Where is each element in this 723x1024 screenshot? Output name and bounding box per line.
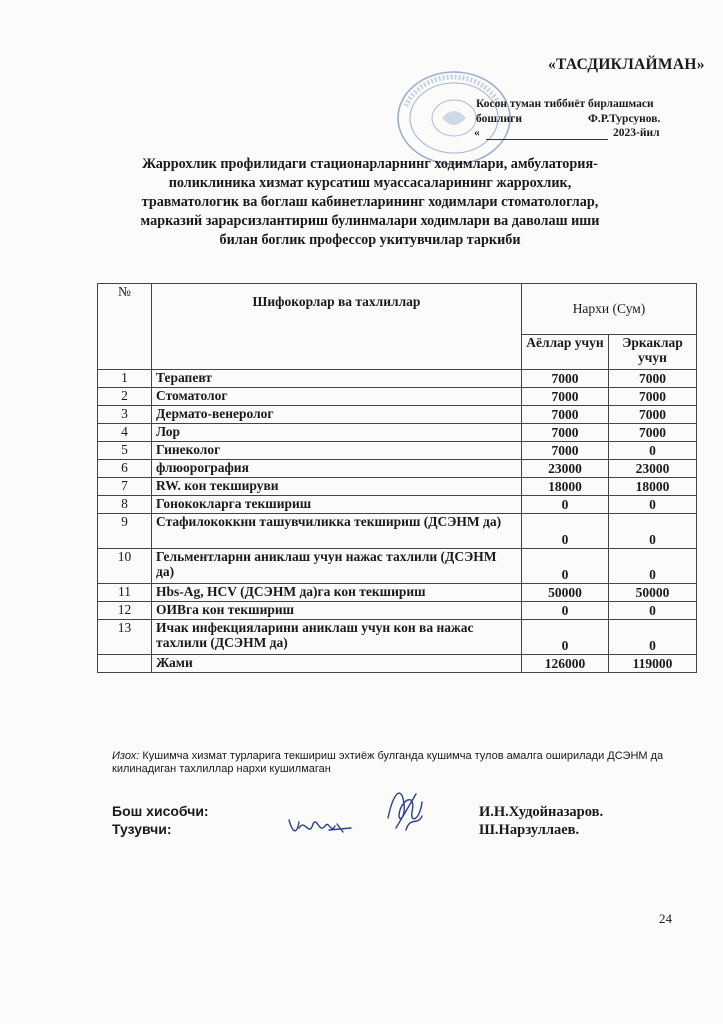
row-name: RW. кон текшируви <box>152 478 522 496</box>
header-num: № <box>98 284 152 370</box>
page-number: 24 <box>659 911 672 926</box>
row-women-price: 7000 <box>522 442 609 460</box>
row-name: Гельментларни аниклаш учун нажас тахлили (ДСЭНМ да) <box>152 549 522 584</box>
chief-accountant-label: Бош хисобчи: <box>112 803 209 819</box>
total-label: Жами <box>152 655 522 673</box>
row-women-price: 7000 <box>522 370 609 388</box>
row-women-price: 50000 <box>522 584 609 602</box>
row-name: Ичак инфекцияларини аниклаш учун кон ва нажас тахлили (ДСЭНМ да) <box>152 620 522 655</box>
table-row <box>98 496 697 514</box>
approval-year: 2023-йил <box>613 127 660 139</box>
total-women: 126000 <box>522 655 609 673</box>
header-price: Нархи (Сум) <box>522 284 697 335</box>
row-men-price: 23000 <box>609 460 697 478</box>
row-name: ОИВга кон текшириш <box>152 602 522 620</box>
row-name: Гинеколог <box>152 442 522 460</box>
header-men: Эркаклар учун <box>609 335 697 370</box>
table-row <box>98 406 697 424</box>
table-row <box>98 620 697 655</box>
row-name: Стоматолог <box>152 388 522 406</box>
total-empty-cell <box>98 655 152 673</box>
compiler-label: Тузувчи: <box>112 821 172 837</box>
table-row <box>98 460 697 478</box>
table-row <box>98 478 697 496</box>
row-men-price: 0 <box>609 549 697 584</box>
row-name: флюорография <box>152 460 522 478</box>
row-number: 8 <box>98 496 152 514</box>
row-men-price: 0 <box>609 514 697 549</box>
row-number: 13 <box>98 620 152 655</box>
row-number: 1 <box>98 370 152 388</box>
table-row <box>98 442 697 460</box>
row-men-price: 0 <box>609 602 697 620</box>
table-row <box>98 514 697 549</box>
chief-signature <box>376 780 436 840</box>
row-men-price: 0 <box>609 442 697 460</box>
header-name: Шифокорлар ва тахлиллар <box>152 284 522 370</box>
row-men-price: 7000 <box>609 406 697 424</box>
table-row <box>98 370 697 388</box>
row-name: Терапевт <box>152 370 522 388</box>
compiler-name: Ш.Нарзуллаев. <box>479 822 580 838</box>
approval-date-prefix: « <box>474 127 480 139</box>
row-men-price: 0 <box>609 620 697 655</box>
row-women-price: 7000 <box>522 406 609 424</box>
row-number: 4 <box>98 424 152 442</box>
table-row <box>98 602 697 620</box>
approval-title: «ТАСДИКЛАЙМАН» <box>548 56 705 73</box>
row-men-price: 0 <box>609 496 697 514</box>
table-row <box>98 424 697 442</box>
row-men-price: 7000 <box>609 370 697 388</box>
row-men-price: 50000 <box>609 584 697 602</box>
note-label: Изох: <box>112 750 140 762</box>
row-number: 5 <box>98 442 152 460</box>
approval-signatory: Ф.Р.Турсунов. <box>588 113 661 125</box>
note-text: Кушимча хизмат турларига текшириш эхтиёж булганда кушимча тулов амалга оширилади ДСЭНМ да килинадиган тахлиллар нархи кушилмаган <box>112 750 664 775</box>
table-row <box>98 388 697 406</box>
row-number: 9 <box>98 514 152 549</box>
row-name: Стафилококкни ташувчиликка текшириш (ДСЭНМ да) <box>152 514 522 549</box>
row-women-price: 0 <box>522 620 609 655</box>
table-row <box>98 549 697 584</box>
row-name: Hbs-Ag, HCV (ДСЭНМ да)га кон текшириш <box>152 584 522 602</box>
row-name: Гонококларга текшириш <box>152 496 522 514</box>
row-women-price: 18000 <box>522 478 609 496</box>
row-number: 10 <box>98 549 152 584</box>
row-women-price: 7000 <box>522 388 609 406</box>
row-number: 6 <box>98 460 152 478</box>
row-women-price: 0 <box>522 514 609 549</box>
approval-date-line <box>486 139 608 140</box>
row-number: 7 <box>98 478 152 496</box>
note <box>112 750 692 776</box>
row-women-price: 0 <box>522 496 609 514</box>
row-women-price: 23000 <box>522 460 609 478</box>
compiler-signature <box>285 812 355 842</box>
row-men-price: 7000 <box>609 424 697 442</box>
approval-organization: Косон туман тиббиёт бирлашмаси <box>476 98 654 110</box>
table-row <box>98 584 697 602</box>
row-women-price: 7000 <box>522 424 609 442</box>
document-title: Жаррохлик профилидаги стационарларнинг ходимлари, амбулатория-поликлиника хизмат курсатиш муассасаларининг жаррохлик, травматологик ва боглаш кабинетларининг ходимлари стоматологлар, марказий зарарсизлантириш булинмалари ходимлари ва даволаш иши билан боглик профессор укитувчилар таркиби <box>140 156 600 248</box>
header-women: Аёллар учун <box>522 335 609 370</box>
row-women-price: 0 <box>522 549 609 584</box>
row-name: Лор <box>152 424 522 442</box>
row-name: Дермато-венеролог <box>152 406 522 424</box>
row-number: 3 <box>98 406 152 424</box>
table-total-row <box>98 655 697 673</box>
price-table <box>97 283 697 673</box>
approval-position: бошлиги <box>476 113 522 125</box>
total-men: 119000 <box>609 655 697 673</box>
row-number: 11 <box>98 584 152 602</box>
row-number: 12 <box>98 602 152 620</box>
row-women-price: 0 <box>522 602 609 620</box>
chief-accountant-name: И.Н.Худойназаров. <box>479 804 604 820</box>
row-men-price: 7000 <box>609 388 697 406</box>
row-men-price: 18000 <box>609 478 697 496</box>
row-number: 2 <box>98 388 152 406</box>
